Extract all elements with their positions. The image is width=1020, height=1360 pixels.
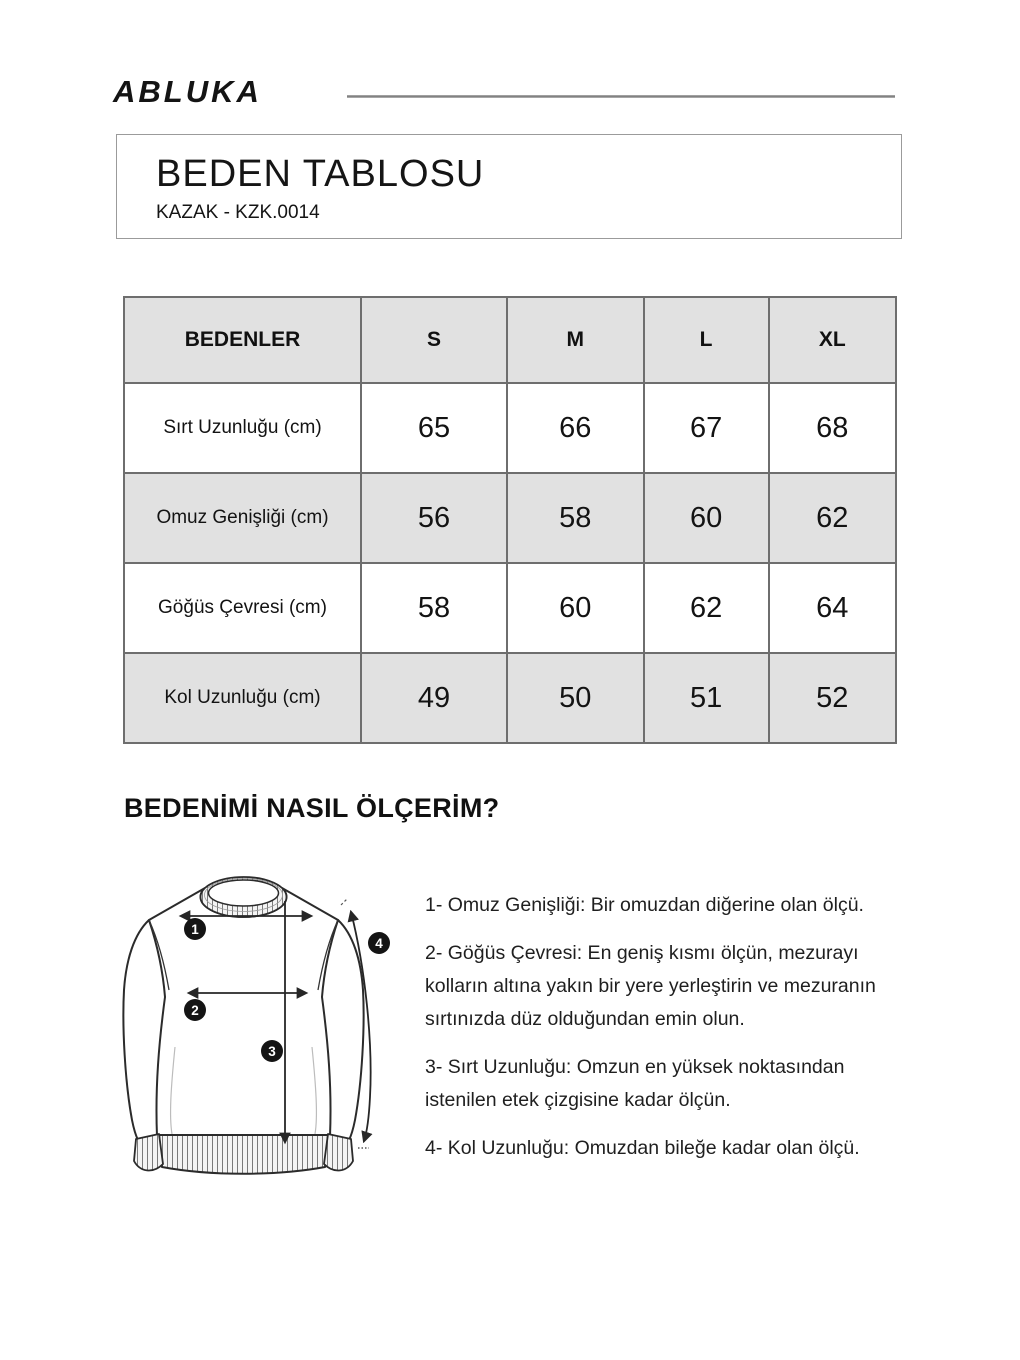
row-label: Sırt Uzunluğu (cm) [124, 383, 361, 473]
brand-logo: ABLUKA [113, 74, 262, 109]
row-label: Göğüs Çevresi (cm) [124, 563, 361, 653]
cell-value: 51 [644, 653, 769, 743]
svg-text:2: 2 [191, 1002, 199, 1018]
marker-badge-2 [184, 999, 206, 1021]
col-header-bedenler: BEDENLER [124, 297, 361, 383]
sweater-measurement-diagram [105, 872, 425, 1184]
title-box [116, 134, 902, 239]
row-label: Kol Uzunluğu (cm) [124, 653, 361, 743]
sweater-hem-rib [159, 1135, 328, 1174]
page-title: BEDEN TABLOSU [156, 153, 485, 195]
cell-value: 60 [507, 563, 644, 653]
cell-value: 67 [644, 383, 769, 473]
sweater-collar-inner [209, 880, 279, 906]
howto-instructions [425, 889, 909, 1180]
cell-value: 64 [769, 563, 896, 653]
col-header-l: L [644, 297, 769, 383]
cell-value: 62 [769, 473, 896, 563]
marker-badge-4 [368, 932, 390, 954]
instruction-item-1: 1- Omuz Genişliği: Bir omuzdan diğerine olan ölçü. [425, 894, 864, 916]
table-row [124, 653, 896, 743]
cell-value: 66 [507, 383, 644, 473]
header-divider-line [347, 95, 895, 98]
cell-value: 58 [507, 473, 644, 563]
cell-value: 60 [644, 473, 769, 563]
table-row [124, 473, 896, 563]
instruction-item-2: 2- Göğüs Çevresi: En geniş kısmı ölçün, mezurayı kolların altına yakın bir yere yerleştirin ve mezuranın sırtınızda düz olduğundan emin olun. [425, 942, 876, 1030]
marker-badge-3 [261, 1040, 283, 1062]
col-header-s: S [361, 297, 507, 383]
sleeve-arrow-top-tick [341, 898, 348, 905]
row-label: Omuz Genişliği (cm) [124, 473, 361, 563]
table-header-row [124, 297, 896, 383]
cell-value: 65 [361, 383, 507, 473]
cell-value: 62 [644, 563, 769, 653]
sweater-torso [149, 888, 338, 1137]
howto-heading: BEDENİMİ NASIL ÖLÇERİM? [124, 793, 500, 823]
sweater-left-cuff [134, 1134, 163, 1170]
col-header-xl: XL [769, 297, 896, 383]
table-row [124, 563, 896, 653]
sweater-right-cuff [324, 1134, 353, 1170]
svg-text:1: 1 [191, 921, 199, 937]
svg-text:4: 4 [375, 935, 383, 951]
cell-value: 68 [769, 383, 896, 473]
cell-value: 56 [361, 473, 507, 563]
instruction-item-3: 3- Sırt Uzunluğu: Omzun en yüksek noktasından istenilen etek çizgisine kadar ölçün. [425, 1056, 845, 1111]
instruction-item-4: 4- Kol Uzunluğu: Omuzdan bileğe kadar olan ölçü. [425, 1137, 860, 1159]
cell-value: 52 [769, 653, 896, 743]
marker-badge-1 [184, 918, 206, 940]
table-row [124, 383, 896, 473]
svg-text:3: 3 [268, 1043, 276, 1059]
product-code: KAZAK - KZK.0014 [156, 202, 320, 223]
cell-value: 50 [507, 653, 644, 743]
col-header-m: M [507, 297, 644, 383]
cell-value: 58 [361, 563, 507, 653]
size-chart-table [123, 296, 897, 744]
cell-value: 49 [361, 653, 507, 743]
